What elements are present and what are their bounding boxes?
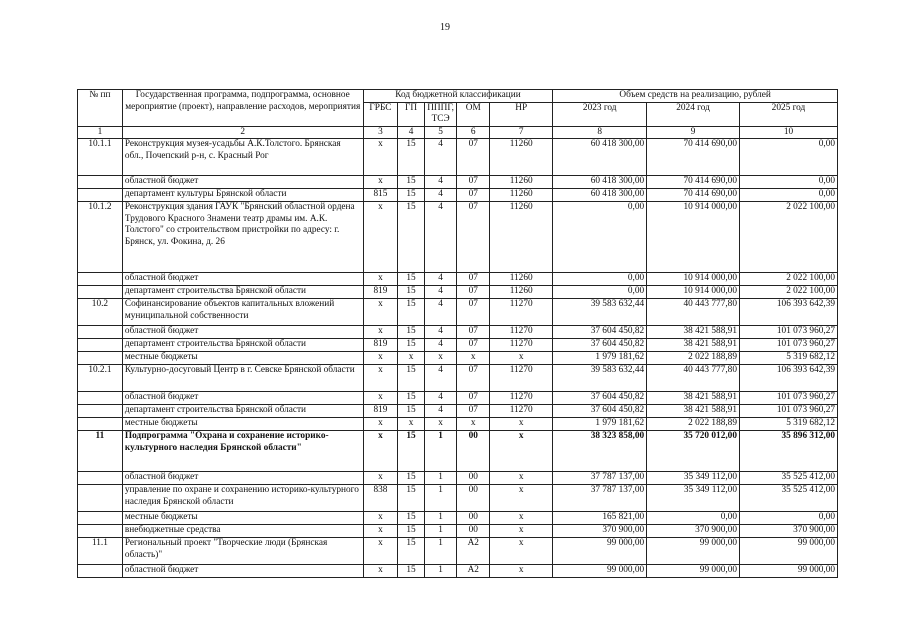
cell-v2024: 40 443 777,80 [647,299,740,326]
header-gp: ГП [398,102,425,126]
header-row-1 [78,90,838,103]
cell-v2024: 10 914 000,00 [647,286,740,299]
cell-gp: 15 [398,326,425,339]
cell-nr: 11270 [490,326,553,339]
cell-om: 07 [457,202,490,273]
cell-grbs: х [363,472,398,485]
cell-nr: 11270 [490,365,553,392]
table-row [78,392,838,405]
cell-grbs: 819 [363,405,398,418]
cell-v2024: 38 421 588,91 [647,339,740,352]
col-num-5: 5 [424,126,457,139]
cell-v2025: 101 073 960,27 [739,326,837,339]
cell-pp: 4 [424,202,457,273]
header-volume: Объем средств на реализацию, рублей [553,90,838,103]
header-2025: 2025 год [739,102,837,126]
cell-v2024: 10 914 000,00 [647,273,740,286]
cell-gp: 15 [398,405,425,418]
cell-name: Культурно-досуговый Центр в г. Севске Брянской области [122,365,363,392]
cell-nr: 11270 [490,392,553,405]
header-nr: НР [490,102,553,126]
header-pppt: ПППГ, ТСЭ [424,102,457,126]
cell-num: 10.2 [78,299,123,326]
cell-v2025: 370 900,00 [739,525,837,538]
cell-om: 07 [457,139,490,176]
cell-nr: 11270 [490,405,553,418]
cell-v2023: 99 000,00 [553,538,647,565]
col-num-3: 3 [363,126,398,139]
cell-v2023: 37 604 450,82 [553,326,647,339]
cell-v2024: 99 000,00 [647,565,740,578]
cell-om: 07 [457,339,490,352]
cell-pp: 1 [424,485,457,512]
header-2023: 2023 год [553,102,647,126]
cell-name: областной бюджет [122,273,363,286]
cell-gp: 15 [398,431,425,472]
cell-gp: х [398,418,425,431]
cell-pp: 4 [424,273,457,286]
cell-nr: х [490,565,553,578]
cell-nr: 11270 [490,339,553,352]
cell-om: 00 [457,525,490,538]
table-row [78,326,838,339]
cell-grbs: х [363,139,398,176]
cell-name: местные бюджеты [122,352,363,365]
cell-gp: 15 [398,525,425,538]
cell-nr: х [490,538,553,565]
cell-om: 00 [457,431,490,472]
cell-v2025: 0,00 [739,139,837,176]
cell-nr: 11260 [490,176,553,189]
cell-v2024: 370 900,00 [647,525,740,538]
cell-v2023: 37 604 450,82 [553,405,647,418]
cell-v2023: 0,00 [553,286,647,299]
cell-pp: 4 [424,339,457,352]
cell-v2025: 0,00 [739,176,837,189]
table-row [78,365,838,392]
cell-v2024: 99 000,00 [647,538,740,565]
cell-pp: 1 [424,538,457,565]
cell-nr: х [490,418,553,431]
cell-gp: 15 [398,485,425,512]
cell-pp: х [424,418,457,431]
cell-v2024: 70 414 690,00 [647,176,740,189]
cell-name: областной бюджет [122,326,363,339]
cell-gp: 15 [398,365,425,392]
cell-om: 07 [457,392,490,405]
header-grbs: ГРБС [363,102,398,126]
cell-gp: 15 [398,189,425,202]
cell-v2023: 1 979 181,62 [553,352,647,365]
cell-grbs: х [363,431,398,472]
cell-gp: 15 [398,299,425,326]
cell-v2023: 99 000,00 [553,565,647,578]
cell-om: 07 [457,273,490,286]
cell-v2023: 0,00 [553,273,647,286]
cell-num [78,189,123,202]
cell-grbs: 819 [363,339,398,352]
cell-name: управление по охране и сохранению историко-культурного наследия Брянской области [122,485,363,512]
cell-num [78,565,123,578]
header-num: № пп [78,90,123,127]
cell-v2024: 38 421 588,91 [647,405,740,418]
cell-v2025: 35 896 312,00 [739,431,837,472]
cell-v2025: 99 000,00 [739,538,837,565]
cell-v2023: 37 604 450,82 [553,392,647,405]
cell-pp: 1 [424,525,457,538]
cell-v2024: 10 914 000,00 [647,202,740,273]
cell-gp: 15 [398,139,425,176]
cell-nr: 11260 [490,273,553,286]
cell-grbs: х [363,352,398,365]
cell-pp: 4 [424,365,457,392]
cell-num [78,273,123,286]
cell-v2024: 35 349 112,00 [647,472,740,485]
cell-v2024: 35 720 012,00 [647,431,740,472]
cell-v2023: 60 418 300,00 [553,139,647,176]
table-row [78,418,838,431]
cell-nr: х [490,525,553,538]
cell-v2024: 70 414 690,00 [647,139,740,176]
cell-pp: 4 [424,405,457,418]
cell-num [78,392,123,405]
cell-v2023: 37 787 137,00 [553,472,647,485]
cell-name: областной бюджет [122,392,363,405]
cell-v2025: 35 525 412,00 [739,472,837,485]
cell-name: внебюджетные средства [122,525,363,538]
header-2024: 2024 год [647,102,740,126]
cell-grbs: х [363,273,398,286]
cell-name: департамент культуры Брянской области [122,189,363,202]
cell-om: 07 [457,326,490,339]
cell-v2025: 2 022 100,00 [739,286,837,299]
cell-v2025: 2 022 100,00 [739,202,837,273]
cell-v2023: 60 418 300,00 [553,189,647,202]
cell-nr: х [490,472,553,485]
cell-grbs: х [363,202,398,273]
cell-v2025: 0,00 [739,512,837,525]
cell-v2025: 5 319 682,12 [739,352,837,365]
cell-gp: 15 [398,286,425,299]
cell-name: Софинансирование объектов капитальных вложений муниципальной собственности [122,299,363,326]
cell-num [78,339,123,352]
cell-nr: х [490,352,553,365]
cell-om: 07 [457,299,490,326]
cell-num: 10.1.1 [78,139,123,176]
cell-grbs: х [363,538,398,565]
cell-nr: 11260 [490,189,553,202]
table-body [78,139,838,578]
cell-v2023: 39 583 632,44 [553,365,647,392]
page-number: 19 [440,22,450,33]
cell-name: областной бюджет [122,176,363,189]
table-row [78,352,838,365]
cell-v2025: 99 000,00 [739,565,837,578]
cell-gp: х [398,352,425,365]
col-num-2: 2 [122,126,363,139]
table-row [78,485,838,512]
header-kbk: Код бюджетной классификации [363,90,553,103]
cell-om: 07 [457,286,490,299]
cell-num [78,485,123,512]
cell-v2023: 370 900,00 [553,525,647,538]
cell-num [78,286,123,299]
cell-om: 07 [457,405,490,418]
cell-om: 07 [457,365,490,392]
cell-grbs: х [363,299,398,326]
cell-v2025: 5 319 682,12 [739,418,837,431]
cell-v2024: 70 414 690,00 [647,189,740,202]
cell-v2025: 101 073 960,27 [739,405,837,418]
cell-om: х [457,352,490,365]
cell-num: 11.1 [78,538,123,565]
cell-pp: 4 [424,286,457,299]
cell-v2024: 35 349 112,00 [647,485,740,512]
cell-v2025: 0,00 [739,189,837,202]
cell-name: местные бюджеты [122,512,363,525]
cell-num [78,176,123,189]
cell-v2025: 35 525 412,00 [739,485,837,512]
cell-name: департамент строительства Брянской области [122,286,363,299]
col-num-9: 9 [647,126,740,139]
table-row [78,339,838,352]
cell-grbs: 815 [363,189,398,202]
cell-pp: 4 [424,299,457,326]
cell-gp: 15 [398,565,425,578]
table-row [78,525,838,538]
cell-gp: 15 [398,273,425,286]
table-row [78,512,838,525]
cell-v2025: 101 073 960,27 [739,339,837,352]
table-row [78,538,838,565]
cell-v2024: 0,00 [647,512,740,525]
column-number-row [78,126,838,139]
header-name: Государственная программа, подпрограмма, основное мероприятие (проект), направление расходов, мероприятия [122,90,363,127]
cell-name: департамент строительства Брянской области [122,339,363,352]
cell-num [78,352,123,365]
cell-v2023: 38 323 858,00 [553,431,647,472]
cell-nr: х [490,485,553,512]
table-row [78,273,838,286]
cell-v2023: 1 979 181,62 [553,418,647,431]
cell-pp: 4 [424,392,457,405]
cell-pp: 4 [424,326,457,339]
cell-name: Подпрограмма "Охрана и сохранение историко-культурного наследия Брянской области" [122,431,363,472]
col-num-10: 10 [739,126,837,139]
table-row [78,472,838,485]
cell-grbs: 838 [363,485,398,512]
cell-name: департамент строительства Брянской области [122,405,363,418]
table-row [78,139,838,176]
cell-v2023: 0,00 [553,202,647,273]
cell-name: Реконструкция музея-усадьбы А.К.Толстого. Брянская обл., Почепский р-н, с. Красный Рог [122,139,363,176]
cell-name: областной бюджет [122,565,363,578]
table-row [78,299,838,326]
cell-gp: 15 [398,472,425,485]
cell-nr: 11260 [490,202,553,273]
cell-v2023: 37 604 450,82 [553,339,647,352]
cell-num [78,472,123,485]
cell-pp: 4 [424,176,457,189]
cell-gp: 15 [398,202,425,273]
cell-grbs: х [363,326,398,339]
cell-num: 11 [78,431,123,472]
cell-grbs: х [363,365,398,392]
col-num-6: 6 [457,126,490,139]
cell-pp: 1 [424,431,457,472]
cell-name: местные бюджеты [122,418,363,431]
col-num-8: 8 [553,126,647,139]
table-row [78,405,838,418]
cell-grbs: х [363,392,398,405]
cell-nr: 11260 [490,286,553,299]
table-row [78,189,838,202]
cell-v2023: 60 418 300,00 [553,176,647,189]
cell-om: 00 [457,485,490,512]
table-row [78,286,838,299]
header-om: ОМ [457,102,490,126]
cell-nr: х [490,512,553,525]
cell-pp: х [424,352,457,365]
col-num-4: 4 [398,126,425,139]
cell-grbs: х [363,565,398,578]
cell-gp: 15 [398,512,425,525]
cell-v2025: 106 393 642,39 [739,365,837,392]
cell-num [78,525,123,538]
budget-table [77,89,838,578]
col-num-7: 7 [490,126,553,139]
cell-num [78,326,123,339]
cell-nr: 11260 [490,139,553,176]
cell-num: 10.2.1 [78,365,123,392]
cell-nr: 11270 [490,299,553,326]
cell-v2024: 40 443 777,80 [647,365,740,392]
cell-v2024: 38 421 588,91 [647,326,740,339]
cell-gp: 15 [398,538,425,565]
cell-name: Региональный проект "Творческие люди (Брянская область)" [122,538,363,565]
cell-grbs: х [363,418,398,431]
cell-num: 10.1.2 [78,202,123,273]
cell-v2023: 165 821,00 [553,512,647,525]
cell-pp: 1 [424,472,457,485]
cell-grbs: х [363,176,398,189]
cell-gp: 15 [398,176,425,189]
cell-gp: 15 [398,339,425,352]
table-row [78,202,838,273]
cell-pp: 1 [424,565,457,578]
table-row [78,431,838,472]
cell-om: 07 [457,189,490,202]
cell-grbs: 819 [363,286,398,299]
cell-v2025: 106 393 642,39 [739,299,837,326]
cell-name: Реконструкция здания ГАУК "Брянский областной ордена Трудового Красного Знамени театр драмы им. А.К. Толстого" со строительством пристройки по адресу: г. Брянск, ул. Фокина, д. 26 [122,202,363,273]
table-row [78,176,838,189]
cell-num [78,405,123,418]
cell-om: 07 [457,176,490,189]
cell-pp: 4 [424,189,457,202]
cell-v2025: 101 073 960,27 [739,392,837,405]
cell-v2024: 38 421 588,91 [647,392,740,405]
cell-om: А2 [457,565,490,578]
cell-num [78,418,123,431]
cell-v2024: 2 022 188,89 [647,352,740,365]
cell-om: 00 [457,472,490,485]
cell-grbs: х [363,512,398,525]
cell-v2024: 2 022 188,89 [647,418,740,431]
cell-gp: 15 [398,392,425,405]
cell-om: А2 [457,538,490,565]
table-row [78,565,838,578]
cell-pp: 1 [424,512,457,525]
cell-pp: 4 [424,139,457,176]
cell-name: областной бюджет [122,472,363,485]
cell-om: 00 [457,512,490,525]
cell-v2025: 2 022 100,00 [739,273,837,286]
cell-v2023: 37 787 137,00 [553,485,647,512]
col-num-1: 1 [78,126,123,139]
cell-om: х [457,418,490,431]
cell-num [78,512,123,525]
cell-grbs: х [363,525,398,538]
cell-v2023: 39 583 632,44 [553,299,647,326]
cell-nr: х [490,431,553,472]
